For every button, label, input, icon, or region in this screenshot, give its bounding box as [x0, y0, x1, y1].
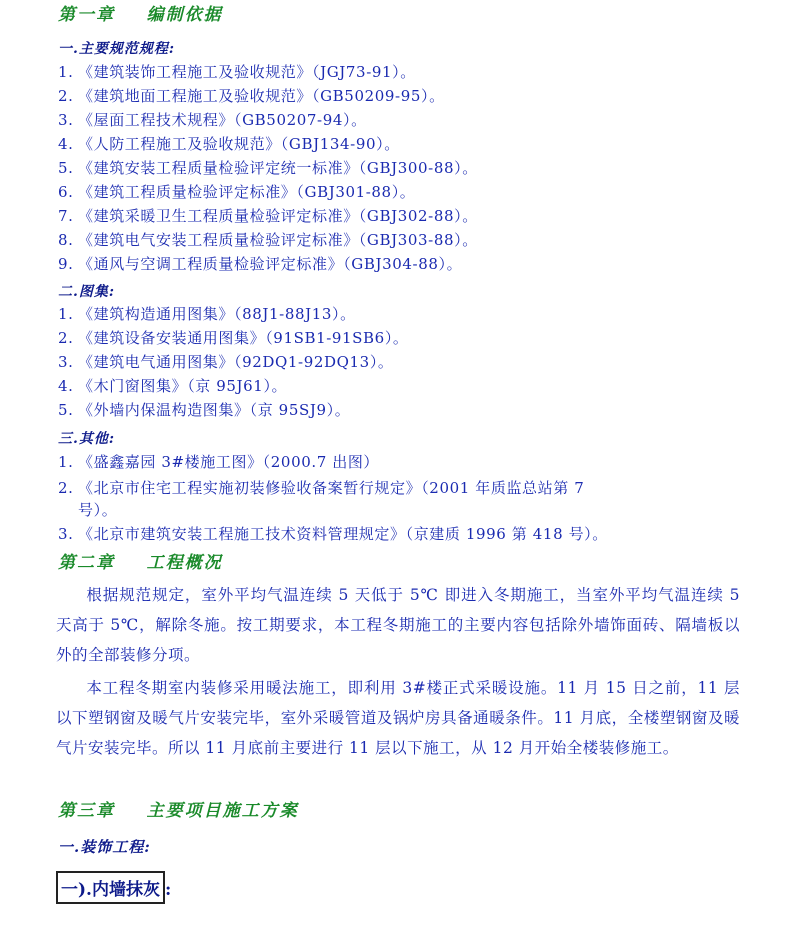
spec-item-6: [58, 181, 415, 202]
subsection-frame: 一).内墙抹灰: [56, 871, 165, 904]
item-number: 8.: [58, 231, 74, 249]
paragraph-text: 根据规范规定，室外平均气温连续 5 天低于 5℃ 即进入冬期施工，当室外平均气温连续 5 天高于 5℃，解除冬施。按工期要求，本工程冬期施工的主要内容包括除外墙饰面砖、隔墙板以外的全部装修分项。: [56, 586, 740, 664]
section-specs-heading: 一.主要规范规程:: [58, 41, 176, 57]
spec-item-4: [58, 133, 400, 154]
item-text: 《屋面工程技术规程》（GB50207-94）。: [78, 111, 367, 129]
overview-paragraph-1: [56, 580, 740, 670]
item-number: 4.: [58, 135, 74, 153]
item-number: 4.: [58, 377, 74, 395]
item-text: 《北京市住宅工程实施初装修验收备案暂行规定》（2001 年质监总站第 7: [78, 479, 585, 497]
item-number: 1.: [58, 63, 74, 81]
atlas-item-4: [58, 375, 287, 396]
item-number: 2.: [58, 329, 74, 347]
item-number: 3.: [58, 353, 74, 371]
overview-paragraph-2: [56, 673, 740, 763]
item-text: 《盛鑫嘉园 3#楼施工图》（2000.7 出图）: [78, 453, 380, 471]
item-number: 5.: [58, 159, 74, 177]
item-number: 6.: [58, 183, 74, 201]
item-number: 7.: [58, 207, 74, 225]
chapter-1-title: 第一章 编制依据: [58, 5, 223, 25]
atlas-item-5: [58, 399, 350, 420]
item-text: 《建筑安装工程质量检验评定统一标准》（GBJ300-88）。: [78, 159, 478, 177]
section-atlas-heading: 二.图集:: [58, 284, 116, 300]
atlas-item-1: [58, 303, 356, 324]
section-other-heading: 三.其他:: [58, 431, 116, 447]
spec-item-7: [58, 205, 478, 226]
other-item-1: [58, 451, 379, 472]
other-item-2-continuation: 号）。: [78, 501, 118, 519]
item-text: 《人防工程施工及验收规范》（GBJ134-90）。: [78, 135, 400, 153]
item-number: 3.: [58, 525, 74, 543]
decoration-section-heading: 一.装饰工程:: [58, 838, 151, 856]
chapter-2-title: 第二章 工程概况: [58, 553, 223, 573]
item-text: 《建筑电气安装工程质量检验评定标准》（GBJ303-88）。: [78, 231, 478, 249]
spec-item-9: [58, 253, 462, 274]
item-text: 《北京市建筑安装工程施工技术资料管理规定》（京建质 1996 第 418 号）。: [78, 525, 608, 543]
spec-item-8: [58, 229, 478, 250]
chapter-3-title: 第三章 主要项目施工方案: [58, 801, 299, 821]
spec-item-2: [58, 85, 445, 106]
item-number: 1.: [58, 453, 74, 471]
item-number: 2.: [58, 479, 74, 497]
other-item-3: [58, 523, 608, 544]
item-text: 《木门窗图集》（京 95J61）。: [78, 377, 288, 395]
item-number: 9.: [58, 255, 74, 273]
item-text: 《建筑装饰工程施工及验收规范》（JGJ73-91）。: [78, 63, 416, 81]
item-text: 《建筑设备安装通用图集》（91SB1-91SB6）。: [78, 329, 409, 347]
spec-item-3: [58, 109, 367, 130]
item-text: 《外墙内保温构造图集》（京 95SJ9）。: [78, 401, 351, 419]
item-number: 5.: [58, 401, 74, 419]
item-text: 《建筑采暖卫生工程质量检验评定标准》（GBJ302-88）。: [78, 207, 478, 225]
atlas-item-3: [58, 351, 394, 372]
item-number: 2.: [58, 87, 74, 105]
atlas-item-2: [58, 327, 409, 348]
subsection-inner-plaster: [56, 871, 171, 904]
item-text: 《建筑电气通用图集》（92DQ1-92DQ13）。: [78, 353, 394, 371]
spec-item-5: [58, 157, 478, 178]
item-text: 《建筑地面工程施工及验收规范》（GB50209-95）。: [78, 87, 445, 105]
item-text: 《建筑构造通用图集》（88J1-88J13）。: [78, 305, 356, 323]
item-number: 1.: [58, 305, 74, 323]
other-item-2: [58, 477, 584, 498]
paragraph-text: 本工程冬期室内装修采用暖法施工，即利用 3#楼正式采暖设施。11 月 15 日之前，11 层以下塑钢窗及暖气片安装完毕，室外采暖管道及锅炉房具备通暖条件。11 月底，全楼塑钢窗及暖气片安装完毕。所以 11 月底前主要进行 11 层以下施工，从 12 月开始全楼装修施工。: [56, 679, 740, 757]
spec-item-1: [58, 61, 416, 82]
item-text: 《通风与空调工程质量检验评定标准》（GBJ304-88）。: [78, 255, 463, 273]
item-text: 《建筑工程质量检验评定标准》（GBJ301-88）。: [78, 183, 416, 201]
subsection-colon: :: [164, 880, 172, 900]
item-number: 3.: [58, 111, 74, 129]
